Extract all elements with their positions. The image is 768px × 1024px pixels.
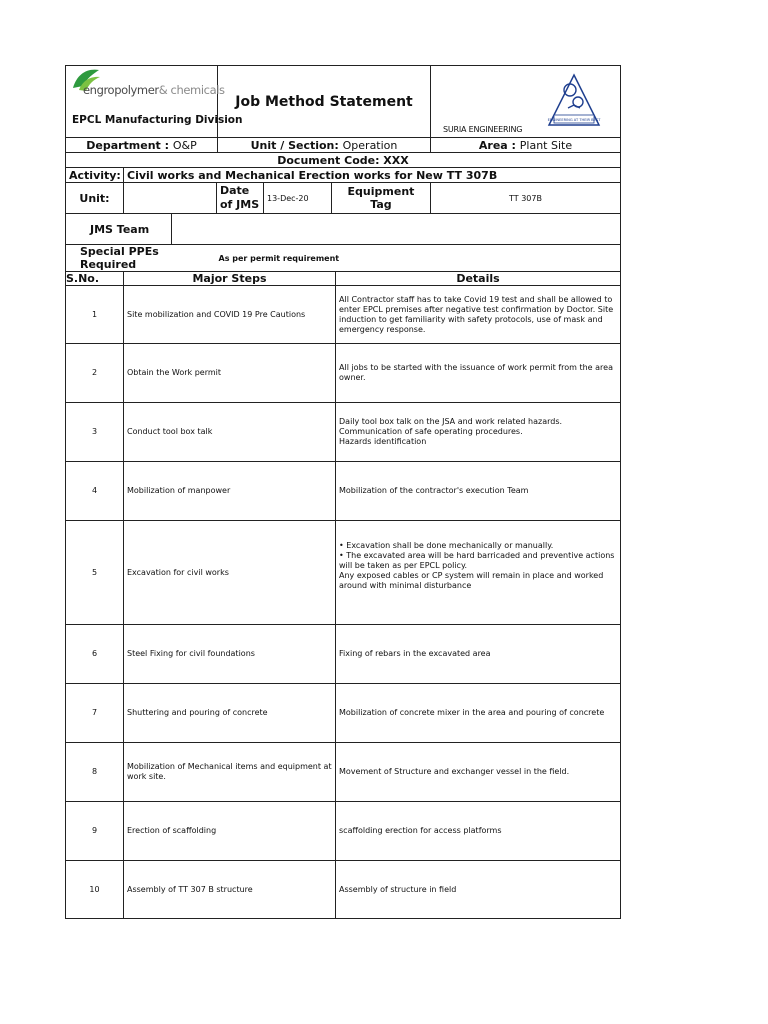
date-of-jms-value: 13-Dec-20 [264, 183, 332, 214]
table-row [66, 802, 621, 861]
step-details: • Excavation shall be done mechanically or manually. • The excavated area will be hard barricaded and preventive actions will be taken as per EPCL policy. Any exposed cables or CP system will remain in place and worked around with minimal disturbance [336, 521, 621, 625]
step-major: Conduct tool box talk [124, 403, 336, 462]
unit-section-value: Operation [342, 138, 398, 152]
step-major: Mobilization of manpower [124, 462, 336, 521]
area-value: Plant Site [519, 138, 573, 152]
step-number: 9 [66, 802, 124, 861]
step-major: Excavation for civil works [124, 521, 336, 625]
step-details: All jobs to be started with the issuance of work permit from the area owner. [336, 344, 621, 403]
jms-team-value [172, 214, 621, 245]
table-row [66, 462, 621, 521]
unit-section-field [218, 138, 431, 153]
unit-section-label: Unit / Section: [250, 138, 339, 152]
step-details: Daily tool box talk on the JSA and work related hazards. Communication of safe operating procedures. Hazards identification [336, 403, 621, 462]
table-row [66, 344, 621, 403]
logo-brand-part3: & chemicals [158, 83, 225, 97]
step-number: 1 [66, 286, 124, 344]
header-details: Details [336, 272, 621, 286]
header-sno: S.No. [66, 272, 124, 286]
ppe-table [65, 244, 621, 272]
step-number: 5 [66, 521, 124, 625]
jms-team-label: JMS Team [66, 214, 172, 245]
table-row [66, 743, 621, 802]
unit-date-table [65, 182, 621, 214]
step-major: Erection of scaffolding [124, 802, 336, 861]
table-row [66, 521, 621, 625]
activity-label: Activity: [66, 168, 124, 183]
step-major: Steel Fixing for civil foundations [124, 625, 336, 684]
job-method-statement-sheet [65, 65, 620, 919]
step-details: Movement of Structure and exchanger vessel in the field. [336, 743, 621, 802]
step-number: 2 [66, 344, 124, 403]
company-logo-cell [66, 66, 243, 138]
unit-value [124, 183, 217, 214]
division-name: EPCL Manufacturing Division [72, 114, 243, 126]
step-major: Obtain the Work permit [124, 344, 336, 403]
contractor-name: SURIA ENGINEERING [443, 125, 523, 134]
step-number: 6 [66, 625, 124, 684]
logo-brand-part2: polymer [114, 83, 159, 97]
logo-brand-part1: engro [83, 83, 115, 97]
table-row [66, 286, 621, 344]
step-major: Shuttering and pouring of concrete [124, 684, 336, 743]
table-row [66, 625, 621, 684]
document-title: Job Method Statement [218, 66, 431, 138]
activity-table [65, 167, 621, 183]
activity-value: Civil works and Mechanical Erection works for New TT 307B [124, 168, 621, 183]
steps-table [65, 271, 621, 919]
department-label: Department : [86, 138, 170, 152]
ppe-value: As per permit requirement [216, 245, 621, 272]
jms-team-table [65, 213, 621, 245]
step-details: scaffolding erection for access platforms [336, 802, 621, 861]
info-table [65, 137, 621, 168]
table-row [66, 861, 621, 919]
area-field [431, 138, 621, 153]
area-label: Area : [478, 138, 516, 152]
company-logo-text [83, 83, 225, 97]
department-value: O&P [172, 138, 197, 152]
date-of-jms-label: Date of JMS [217, 183, 264, 214]
header-table [65, 65, 621, 138]
step-details: Fixing of rebars in the excavated area [336, 625, 621, 684]
step-major: Mobilization of Mechanical items and equipment at work site. [124, 743, 336, 802]
department-field [66, 138, 218, 153]
table-row [66, 403, 621, 462]
step-details: All Contractor staff has to take Covid 19 test and shall be allowed to enter EPCL premises after negative test confirmation by Doctor. Site induction to get familiarity with safety protocols, use of mask and emergency response. [336, 286, 621, 344]
step-number: 10 [66, 861, 124, 919]
step-details: Mobilization of concrete mixer in the area and pouring of concrete [336, 684, 621, 743]
contractor-cell [431, 66, 621, 138]
step-major: Site mobilization and COVID 19 Pre Cautions [124, 286, 336, 344]
step-number: 7 [66, 684, 124, 743]
step-major: Assembly of TT 307 B structure [124, 861, 336, 919]
table-row [66, 684, 621, 743]
step-number: 8 [66, 743, 124, 802]
equipment-tag-value: TT 307B [431, 183, 621, 214]
seal-caption: ENGINEERING AT THEIR BEST [547, 118, 601, 122]
step-details: Assembly of structure in field [336, 861, 621, 919]
step-number: 4 [66, 462, 124, 521]
step-number: 3 [66, 403, 124, 462]
steps-header-row [66, 272, 621, 286]
unit-label: Unit: [66, 183, 124, 214]
equipment-tag-label: Equipment Tag [332, 183, 431, 214]
document-code: Document Code: XXX [66, 153, 621, 168]
ppe-label: Special PPEs Required [66, 245, 216, 272]
header-major-steps: Major Steps [124, 272, 336, 286]
step-details: Mobilization of the contractor's execution Team [336, 462, 621, 521]
suria-seal-logo-icon [546, 72, 602, 128]
